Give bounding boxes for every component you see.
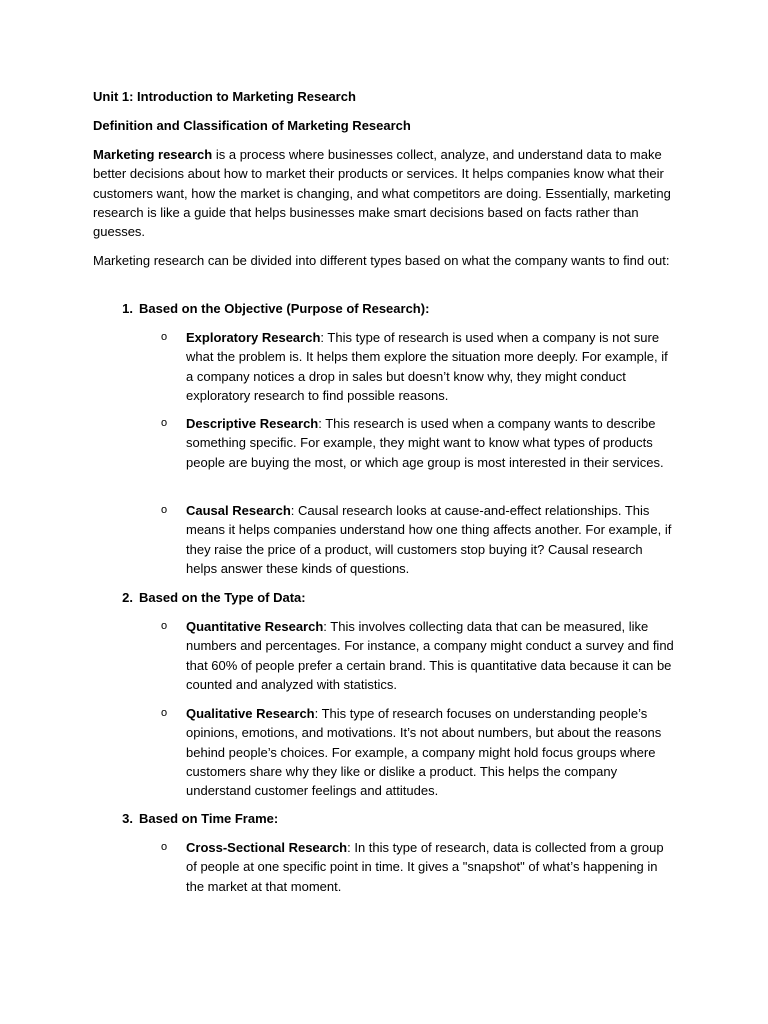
intro-paragraph bbox=[93, 145, 675, 241]
item-term: Exploratory Research bbox=[186, 330, 321, 345]
item-term: Cross-Sectional Research bbox=[186, 840, 348, 855]
section-subtitle: Definition and Classification of Marketing Research bbox=[93, 118, 411, 133]
section-heading-text: Based on the Type of Data: bbox=[139, 590, 306, 605]
item-description: : This research is used when a company wants to describe something specific. For example, they might want to know what types of products people are buying the most, or which age group is most interested in their services. bbox=[186, 416, 664, 470]
item-description: : This type of research is used when a company is not sure what the problem is. It helps them explore the situation more deeply. For example, if a company notices a drop in sales but doesn’t know why, they might conduct exploratory research to find possible reasons. bbox=[186, 330, 668, 403]
item-description: : This type of research focuses on understanding people’s opinions, emotions, and motivations. It’s not about numbers, but about the reasons behind people’s choices. For example, a company might hold focus groups where customers share why they like or dislike a product. This helps the company understand customer feelings and attitudes. bbox=[186, 706, 662, 799]
item-term: Qualitative Research bbox=[186, 706, 315, 721]
division-paragraph: Marketing research can be divided into different types based on what the company wants to find out: bbox=[93, 253, 670, 268]
item-term: Quantitative Research bbox=[186, 619, 324, 634]
bullet-marker: o bbox=[161, 620, 168, 632]
list-item-text bbox=[186, 617, 676, 694]
item-description: : Causal research looks at cause-and-effect relationships. This means it helps companies understand how one thing affects another. For example, if they raise the price of a product, will customers stop buying it? Causal research helps answer these kinds of questions. bbox=[186, 503, 672, 576]
item-term: Causal Research bbox=[186, 503, 291, 518]
section-number: 3. bbox=[122, 811, 133, 826]
item-term: Descriptive Research bbox=[186, 416, 319, 431]
section-number: 1. bbox=[122, 301, 133, 316]
bullet-marker: o bbox=[161, 417, 168, 429]
section-heading-text: Based on Time Frame: bbox=[139, 811, 279, 826]
list-item-text bbox=[186, 501, 676, 578]
section-number: 2. bbox=[122, 590, 133, 605]
item-description: : This involves collecting data that can be measured, like numbers and percentages. For instance, a company might conduct a survey and find that 60% of people prefer a certain brand. This is quantitative data because it can be counted and analyzed with statistics. bbox=[186, 619, 674, 692]
bullet-marker: o bbox=[161, 707, 168, 719]
document-title: Unit 1: Introduction to Marketing Research bbox=[93, 89, 356, 104]
list-item-text bbox=[186, 838, 676, 896]
intro-text: is a process where businesses collect, analyze, and understand data to make better decisions about how to market their products or services. It helps companies know what their customers want, how the market is changing, and what competitors are doing. Essentially, marketing research is like a guide that helps businesses make smart decisions based on facts rather than guesses. bbox=[93, 147, 671, 240]
bullet-marker: o bbox=[161, 331, 168, 343]
item-description: : In this type of research, data is collected from a group of people at one specific point in time. It gives a "snapshot" of what’s happening in the market at that moment. bbox=[186, 840, 664, 894]
bullet-marker: o bbox=[161, 841, 168, 853]
list-item-text bbox=[186, 704, 676, 800]
list-item-text bbox=[186, 414, 676, 472]
intro-term: Marketing research bbox=[93, 147, 213, 162]
section-heading-text: Based on the Objective (Purpose of Research): bbox=[139, 301, 430, 316]
list-item-text bbox=[186, 328, 676, 405]
bullet-marker: o bbox=[161, 504, 168, 516]
